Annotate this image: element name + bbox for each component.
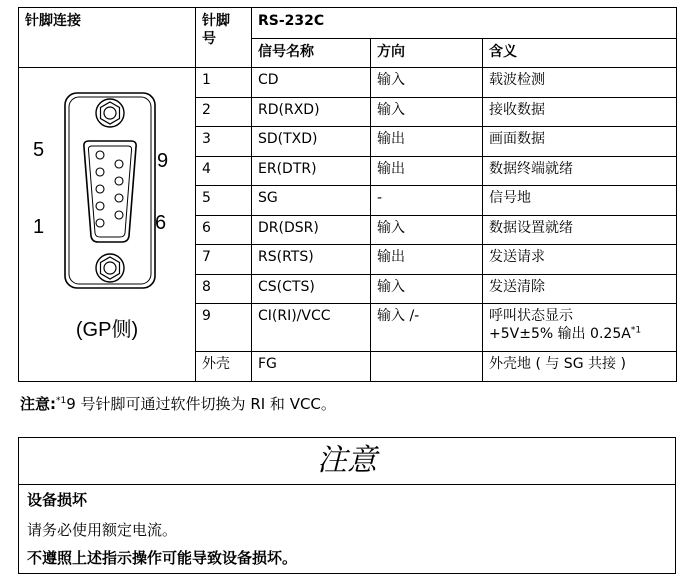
caution-box [18,437,676,574]
pin-number: 4 [196,156,252,186]
meaning: 发送请求 [483,245,677,275]
signal-name: CI(RI)/VCC [252,304,371,352]
signal-name: SG [252,186,371,216]
signal-name: SD(TXD) [252,127,371,157]
meaning: 信号地 [483,186,677,216]
pin-label-6: 6 [155,212,167,234]
meaning-line2: +5V±5% 输出 0.25A [489,326,631,342]
caution-instruction: 请务必使用额定电流。 [27,521,178,539]
pin-number: 7 [196,245,252,275]
pin-number: 8 [196,274,252,304]
direction: 输入 [371,68,483,98]
header-pin-connection: 针脚连接 [19,8,196,68]
signal-name: DR(DSR) [252,215,371,245]
meaning: 发送清除 [483,274,677,304]
header-direction: 方向 [371,39,483,68]
pin-label-5: 5 [33,139,45,161]
connector-diagram-cell [19,68,196,382]
signal-name: CS(CTS) [252,274,371,304]
header-pin-number-line2: 号 [202,31,216,47]
pin-number: 5 [196,186,252,216]
pin-assignment-table [18,7,677,382]
footnote-ref: *1 [630,325,642,336]
diagram-caption: (GP侧) [75,319,139,341]
bottom-screw-icon [96,254,124,282]
header-meaning: 含义 [483,39,677,68]
signal-name: FG [252,352,371,382]
direction: 输入 /- [371,304,483,352]
direction [371,352,483,382]
meaning: 画面数据 [483,127,677,157]
footnote-text: 9 号针脚可通过软件切换为 RI 和 VCC。 [66,395,336,413]
header-pin-number-line1: 针脚 [202,13,230,29]
meaning: 数据终端就绪 [483,156,677,186]
header-rs232c: RS-232C [252,8,677,39]
caution-title: 注意 [19,438,675,485]
signal-name: RS(RTS) [252,245,371,275]
signal-name: RD(RXD) [252,97,371,127]
caution-warning: 不遵照上述指示操作可能导致设备损坏。 [27,549,298,567]
direction: - [371,186,483,216]
pin-label-1: 1 [33,216,45,238]
meaning: 数据设置就绪 [483,215,677,245]
header-pin-number [196,8,252,68]
header-signal-name: 信号名称 [252,39,371,68]
meaning: 外壳地 ( 与 SG 共接 ) [483,352,677,382]
pin-number: 9 [196,304,252,352]
direction: 输出 [371,127,483,157]
pin-number: 外壳 [196,352,252,382]
signal-name: CD [252,68,371,98]
signal-name: ER(DTR) [252,156,371,186]
pin-number: 1 [196,68,252,98]
meaning-line1: 呼叫状态显示 [489,308,573,324]
meaning: 载波检测 [483,68,677,98]
meaning: 接收数据 [483,97,677,127]
pin-label-9: 9 [157,150,169,172]
top-screw-icon [96,99,124,127]
direction: 输出 [371,245,483,275]
direction: 输入 [371,274,483,304]
meaning [483,304,677,352]
table-row [19,68,677,98]
pin-number: 2 [196,97,252,127]
direction: 输入 [371,97,483,127]
footnote-marker: *1 [56,396,67,406]
caution-heading: 设备损坏 [27,491,88,509]
pin-number: 6 [196,215,252,245]
direction: 输入 [371,215,483,245]
footnote-label: 注意: [20,395,56,413]
direction: 输出 [371,156,483,186]
footnote [20,394,336,414]
db9-connector-diagram [19,71,196,381]
pin-number: 3 [196,127,252,157]
